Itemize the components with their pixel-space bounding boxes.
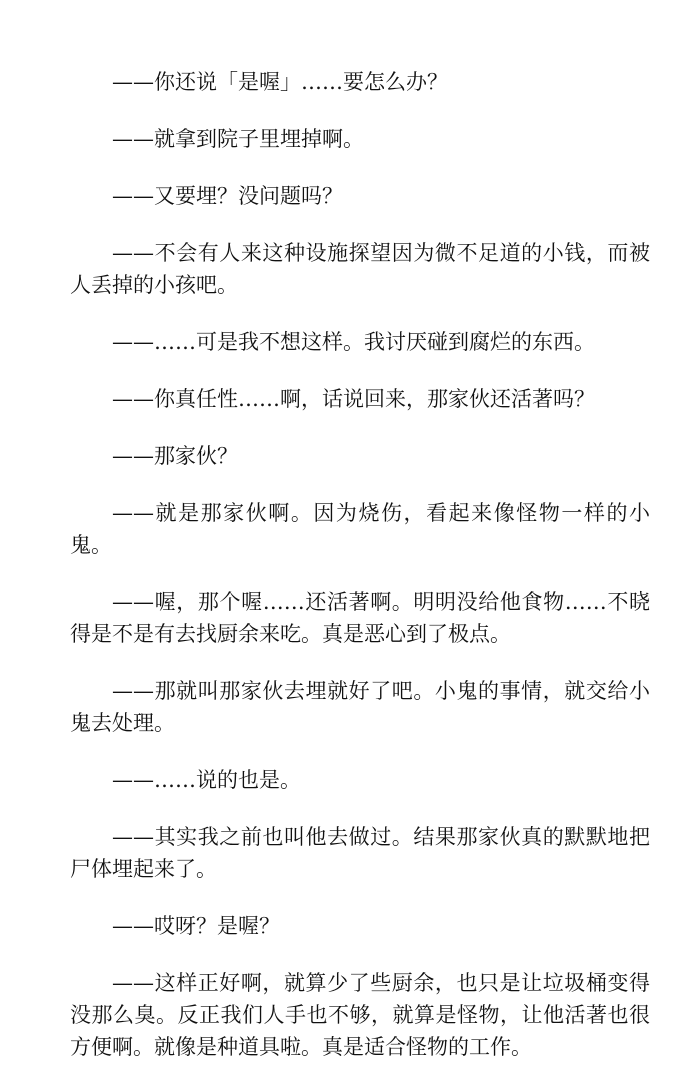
dialogue-paragraph: ——其实我之前也叫他去做过。结果那家伙真的默默地把尸体埋起来了。 [70,825,650,881]
dialogue-paragraph: ——就拿到院子里埋掉啊。 [112,127,364,151]
dialogue-paragraph: ——那就叫那家伙去埋就好了吧。小鬼的事情，就交给小鬼去处理。 [70,679,650,735]
dialogue-paragraph: ——……可是我不想这样。我讨厌碰到腐烂的东西。 [112,330,595,354]
dialogue-paragraph: ——又要埋？没问题吗？ [112,184,343,208]
dialogue-text-column [70,66,650,1088]
dialogue-paragraph: ——你还说「是喔」……要怎么办？ [112,70,448,94]
dialogue-paragraph: ——那家伙？ [112,444,238,468]
dialogue-paragraph: ——哎呀？是喔？ [112,914,280,938]
dialogue-paragraph: ——不会有人来这种设施探望因为微不足道的小钱，而被人丢掉的小孩吧。 [70,241,650,297]
dialogue-paragraph: ——就是那家伙啊。因为烧伤，看起来像怪物一样的小鬼。 [70,501,650,557]
dialogue-paragraph: ——……说的也是。 [112,768,301,792]
dialogue-paragraph: ——这样正好啊，就算少了些厨余，也只是让垃圾桶变得没那么臭。反正我们人手也不够，就算是怪物，让他活著也很方便啊。就像是种道具啦。真是适合怪物的工作。 [70,971,650,1059]
dialogue-paragraph: ——你真任性……啊，话说回来，那家伙还活著吗？ [112,387,595,411]
dialogue-paragraph: ——喔，那个喔……还活著啊。明明没给他食物……不晓得是不是有去找厨余来吃。真是恶心到了极点。 [70,590,650,646]
